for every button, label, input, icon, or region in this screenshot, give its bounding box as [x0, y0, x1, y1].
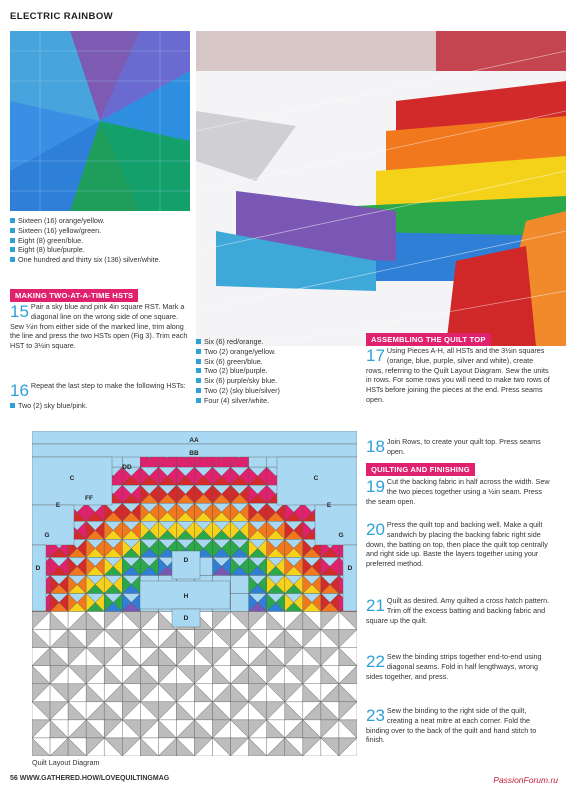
step-text: Sew the binding to the right side of the quilt, creating a neat mitre at each corner. Fold the binding over to the back of the quilt and hand stitch to finish.	[366, 706, 537, 745]
quilt-bed-photo	[196, 31, 566, 346]
list-item: Six (6) purple/sky blue.	[196, 376, 356, 386]
list-item: Eight (8) green/blue.	[10, 236, 192, 246]
section-header-assembling: ASSEMBLING THE QUILT TOP	[366, 333, 491, 346]
step-number: 20	[366, 520, 385, 539]
step-text: Pair a sky blue and pink 4in square RST. Mark a diagonal line on the wrong side of one square. Sew ¼in from either side of the marked line, trim along the line and press the two HSTs open (Fig 3). Trim each HST to 3½in square.	[10, 302, 188, 351]
list-item: Six (6) green/blue.	[196, 357, 356, 367]
piece-label-c-right: C	[313, 475, 319, 482]
piece-label-d-bottom: D	[183, 615, 189, 622]
hst-list-right	[196, 337, 356, 406]
list-item: Two (2) orange/yellow.	[196, 347, 356, 357]
step-20	[366, 520, 552, 569]
step-text: Quilt as desired. Amy quilted a cross hatch pattern. Trim off the excess batting and backing fabric and square up the quilt.	[366, 596, 550, 625]
section-header-hst: MAKING TWO-AT-A-TIME HSTS	[10, 289, 138, 302]
list-item: One hundred and thirty six (136) silver/white.	[10, 255, 192, 265]
list-item: Six (6) red/orange.	[196, 337, 356, 347]
step-15	[10, 302, 192, 351]
step-23	[366, 706, 552, 745]
step-number: 23	[366, 706, 385, 725]
piece-label-c-left: C	[69, 475, 75, 482]
page-section-title: ELECTRIC RAINBOW	[10, 11, 113, 22]
quilt-diagram-svg	[32, 431, 357, 756]
piece-label-ff: FF	[85, 495, 93, 502]
hst-list-left	[10, 401, 192, 411]
watermark: PassionForum.ru	[493, 775, 558, 785]
piece-label-bb: BB	[189, 450, 199, 457]
piece-label-d-center: D	[183, 557, 189, 564]
step-number: 18	[366, 437, 385, 456]
step-19	[366, 477, 552, 506]
piece-label-dd: DD	[122, 464, 132, 471]
footer	[10, 775, 169, 782]
piece-label-h: H	[183, 593, 189, 600]
page-number: 56	[10, 775, 18, 782]
step-text: Join Rows, to create your quilt top. Press seams open.	[386, 437, 541, 456]
step-16	[10, 381, 192, 399]
list-item: Sixteen (16) orange/yellow.	[10, 216, 192, 226]
list-item: Two (2) blue/purple.	[196, 366, 356, 376]
quilt-closeup-photo	[10, 31, 190, 211]
piece-label-e-left: E	[55, 502, 61, 509]
piece-label-e-right: E	[326, 502, 332, 509]
list-item: Eight (8) blue/purple.	[10, 245, 192, 255]
diagram-caption: Quilt Layout Diagram	[32, 758, 100, 767]
step-number: 15	[10, 302, 29, 321]
list-item: Four (4) silver/white.	[196, 396, 356, 406]
piece-label-g-left: G	[44, 532, 50, 539]
step-text: Sew the binding strips together end-to-end using diagonal seams. Fold in half lengthways, wrong sides together, and press.	[366, 652, 542, 681]
step-number: 19	[366, 477, 385, 496]
list-item: Sixteen (16) yellow/green.	[10, 226, 192, 236]
footer-url: WWW.GATHERED.HOW/LOVEQUILTINGMAG	[19, 775, 170, 782]
list-item: Two (2) (sky blue/silver)	[196, 386, 356, 396]
piece-label-aa: AA	[189, 437, 199, 444]
piece-label-d-left: D	[35, 565, 41, 572]
quilt-layout-diagram	[32, 431, 357, 756]
hst-cut-list	[10, 216, 192, 265]
step-number: 22	[366, 652, 385, 671]
step-number: 21	[366, 596, 385, 615]
step-text: Using Pieces A-H, all HSTs and the 3½in squares (orange, blue, purple, silver and white), create rows, referring to the Quilt Layout Diagram. Sew the units in rows. For some rows you will need to make two rows of HSTs before joining the pieces at the end. Press seams open.	[366, 346, 550, 404]
piece-label-g-right: G	[338, 532, 344, 539]
step-21	[366, 596, 552, 625]
list-item: Two (2) sky blue/pink.	[10, 401, 192, 411]
step-text: Repeat the last step to make the following HSTs:	[30, 381, 186, 390]
step-22	[366, 652, 552, 681]
step-number: 16	[10, 381, 29, 400]
step-17	[366, 346, 552, 405]
piece-label-d-right: D	[347, 565, 353, 572]
step-18	[366, 437, 552, 457]
section-header-quilting: QUILTING AND FINISHING	[366, 463, 475, 476]
step-text: Cut the backing fabric in half across the width. Sew the two pieces together using a ½in seam. Press the seam open.	[366, 477, 550, 506]
step-text: Press the quilt top and backing well. Make a quilt sandwich by placing the backing fabric right side down, the batting on top, then place the quilt top centrally and right side up. Baste the layers together using your preferred method.	[366, 520, 548, 569]
step-number: 17	[366, 346, 385, 365]
